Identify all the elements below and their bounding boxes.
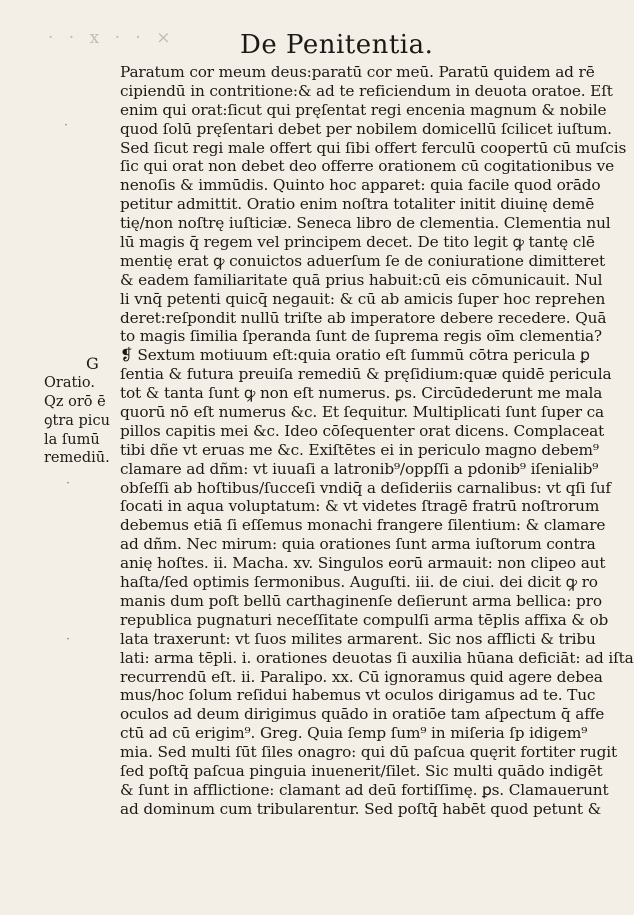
text-line: ſic qui orat non debet deo offerre orationem cū cogitationibus ve (120, 157, 615, 176)
text-line: lū magis q̄ regem vel principem decet. De tito legit ꝙ tantę clē (120, 233, 595, 252)
text-line: oculos ad deum dirigimus quādo in oratiōe tam aſpectum q̄ affe (120, 705, 605, 724)
text-line: manis dum poſt bellū carthaginenſe deſierunt arma bellica: pro (120, 591, 602, 610)
text-line: ad dominum cum tribularentur. Sed poſtq̄ habēt quod petunt & (120, 799, 602, 818)
text-line: quod ſolū pręſentari debet per nobilem domicellū ſcilicet iuſtum. (120, 119, 612, 138)
text-line: lata traxerunt: vt ſuos milites armarent. Sic nos afflicti & tribu (120, 629, 596, 648)
text-line: cipiendū in contritione:& ad te reficiendum in deuota oratoe. Eſt (120, 81, 613, 100)
margin-note: Qz orō ē (44, 393, 106, 410)
ink-speck: · (66, 476, 71, 491)
text-line: haſta/ſed optimis ſermonibus. Auguſti. iii. de ciui. dei dicit ꝙ ro (120, 573, 598, 592)
text-line: recurrendū eſt. ii. Paralipo. xx. Cū ignoramus quid agere debea (120, 667, 603, 686)
text-line: republica pugnaturi neceſſitate compulſi arma tēplis affixa & ob (120, 610, 609, 629)
text-line: debemus etiā ſi eſſemus monachi frangere ſilentium: & clamare (120, 516, 606, 535)
text-line: mia. Sed multi ſūt ſiles onagro: qui dū paſcua quęrit fortiter rugit (120, 743, 618, 762)
text-line: ſocati in aqua voluptatum: & vt videtes ſtragē fratrū noſtrorum (120, 497, 600, 516)
text-line: clamare ad dñm: vt iuuaſi a latronib⁹/oppſſi a pdonib⁹ iſenialib⁹ (120, 459, 599, 478)
text-line: mentię erat ꝙ conuictos aduerſum ſe de coniuratione dimitteret (120, 251, 605, 270)
margin-note-letter: G (86, 354, 99, 373)
text-line: tię/non noſtrę iuſticiæ. Seneca libro de clementia. Clementia nul (120, 214, 611, 233)
text-line: li vnq̄ petenti quicq̄ negauit: & cū ab amicis ſuper hoc reprehen (120, 289, 606, 308)
text-line: Sed ſicut regi male offert qui ſibi offert ferculū coopertū cū muſcis (120, 138, 627, 157)
text-line: deret:reſpondit nullū triſte ab imperatore debere recedere. Quā (120, 308, 607, 327)
text-line: anię hoſtes. ii. Macha. xv. Singulos eorū armauit: non clipeo aut (120, 554, 606, 573)
text-line: ❡ Sextum motiuum eſt:quia oratio eſt ſummū cōtra pericula ꝑ (120, 346, 590, 365)
faint-ink-mark: · · x · · × (48, 28, 176, 48)
text-line: nenoſis & immūdis. Quinto hoc apparet: quia facile quod orādo (120, 176, 601, 195)
text-line: ad dñm. Nec mirum: quia orationes ſunt arma iuſtorum contra (120, 535, 596, 554)
text-line: & ſunt in afflictione: clamant ad deū fortiſſimę. ꝑs. Clamauerunt (120, 780, 609, 799)
text-line: to magis ſimilia ſperanda ſunt de ſuprema regis oīm clementia? (120, 327, 602, 346)
text-line: enim qui orat:ſicut qui pręſentat regi encenia magnum & nobile (120, 100, 607, 119)
text-line: tot & tanta ſunt ꝙ non eſt numerus. ꝑs. Circūdederunt me mala (120, 384, 603, 403)
text-line: ctū ad cū erigim⁹. Greg. Quia ſemp ſum⁹ in miſeria ſp idigem⁹ (120, 724, 588, 743)
text-line: pillos capitis mei &c. Ideo cōſequenter orat dicens. Complaceat (120, 421, 605, 440)
margin-notes (44, 355, 120, 468)
running-head: De Penitentia. (240, 30, 434, 60)
margin-note: la ſumū (44, 431, 100, 448)
text-line: ſentia & futura preuiſa remediū & pręſidium:quæ quidē pericula (120, 365, 612, 384)
text-line: tibi dñe vt eruas me &c. Exiſtētes ei in periculo magno debem⁹ (120, 440, 599, 459)
text-line: & eadem familiaritate quā prius habuit:cū eis cōmunicauit. Nul (120, 270, 603, 289)
margin-note: Oratio. (44, 374, 96, 391)
margin-note: ꝯtra picu (44, 412, 110, 429)
text-line: obſeſſi ab hoſtibus/ſucceſi vndiq̄ a deſideriis carnalibus: vt qſi ſuf (120, 478, 611, 497)
margin-note: remediū. (44, 450, 110, 467)
main-text-column (120, 63, 634, 819)
text-line: quorū nō eſt numerus &c. Et ſequitur. Multiplicati ſunt ſuper ca (120, 403, 604, 422)
text-line: petitur admittit. Oratio enim noſtra totaliter initit diuinę demē (120, 195, 595, 214)
ink-speck: · (66, 632, 71, 647)
text-line: Paratum cor meum deus:paratū cor meū. Paratū quidem ad rē (120, 63, 595, 81)
ink-speck: · (64, 118, 69, 133)
text-line: ſed poſtq̄ paſcua pinguia inuenerit/ſilet. Sic multi quādo indigēt (120, 761, 603, 780)
text-line: mus/hoc ſolum reſidui habemus vt oculos dirigamus ad te. Tuc (120, 686, 596, 705)
text-line: lati: arma tēpli. i. orationes deuotas ſi auxilia hūana deficiāt: ad iſta (120, 648, 634, 667)
